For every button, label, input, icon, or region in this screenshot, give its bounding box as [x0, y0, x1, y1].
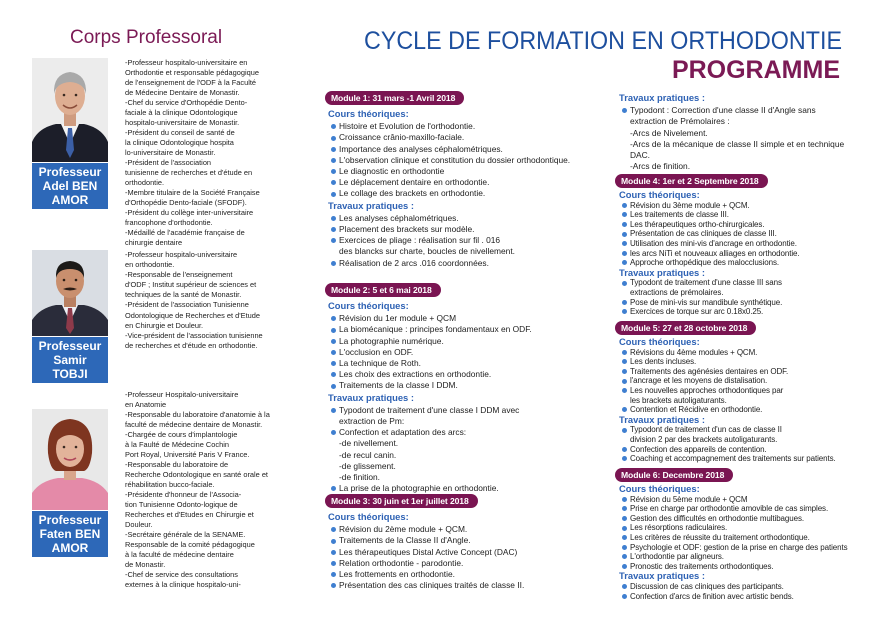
sub-item: [615, 128, 870, 139]
list-item: [615, 367, 870, 377]
list-item: [615, 495, 870, 505]
bullet-icon: [622, 222, 627, 227]
bullet-icon: [331, 372, 336, 377]
portrait-image: [32, 409, 108, 510]
bullet-icon: [622, 359, 627, 364]
list-item: [615, 307, 870, 317]
bullet-icon: [331, 216, 336, 221]
item-text: Les nouvelles approches orthodontiques par les brackets autoligaturants.: [630, 385, 784, 405]
bullet-icon: [622, 300, 627, 305]
list-item: [615, 348, 870, 358]
item-text: Les thérapeutiques Distal Active Concept (DAC): [339, 546, 518, 557]
bullet-icon: [622, 108, 627, 113]
bullet-icon: [331, 486, 336, 491]
bullet-icon: [622, 554, 627, 559]
bio-line: de recherches et d'étude en orthodontie.: [125, 340, 258, 350]
sub-item: [615, 161, 870, 172]
sub-item: [615, 139, 870, 161]
professor-name-line: AMOR: [51, 541, 89, 555]
page-title: CYCLE DE FORMATION EN ORTHODONTIE: [364, 27, 842, 55]
bullet-icon: [622, 241, 627, 246]
professor-name-line: Professeur: [38, 165, 102, 179]
list-item: [615, 582, 870, 592]
list-item: [325, 213, 605, 224]
bio-line: Port Royal, Université Paris V France.: [125, 450, 250, 459]
bio-line: -Professeur hospitalo-universitaire: [125, 250, 238, 259]
bio-line: -Chargée de cours d'implantologie: [125, 430, 238, 439]
list-item: [615, 386, 870, 405]
item-text: Révision du 5ème module + QCM: [630, 494, 748, 504]
item-text: Contention et Récidive en orthodontie.: [630, 405, 763, 415]
professor-name-line: Professeur: [38, 339, 102, 353]
bio-line: à la Faulté de Médecine Cochin: [125, 440, 229, 449]
bio-line: -Président de l'association: [125, 158, 212, 167]
list-item: [615, 249, 870, 259]
list-item: [325, 177, 605, 188]
professor-name-line: Samir: [53, 353, 87, 367]
professor-name-badge: [32, 163, 108, 209]
practical-heading: Travaux pratiques :: [619, 92, 705, 103]
bullet-icon: [331, 430, 336, 435]
item-text: Typodont : Correction d'une classe II d'Angle sans extraction de Prémolaires :: [630, 105, 816, 127]
bullet-icon: [622, 428, 627, 433]
bullet-icon: [622, 350, 627, 355]
list-item: [325, 224, 605, 235]
item-text: Coaching et accompagnement des traitements sur patients.: [630, 454, 836, 464]
bullet-icon: [331, 328, 336, 333]
theory-heading: Cours théoriques:: [619, 483, 700, 494]
item-text: Les critères de réussite du traitement orthodontique.: [630, 532, 810, 542]
item-text: Typodont de traitement d'une classe III sans extractions de prémolaires.: [630, 278, 782, 297]
list-item: [325, 427, 605, 438]
item-text: Les analyses céphalométriques.: [339, 212, 459, 223]
item-text: La prise de la photographie en orthodontie.: [339, 483, 499, 494]
practical-heading: Travaux pratiques :: [328, 391, 414, 403]
bullet-icon: [622, 232, 627, 237]
module-label-row: [615, 174, 870, 190]
bio-line: Recherche Odontologique en santé orale et: [125, 470, 268, 479]
bullet-icon: [622, 388, 627, 393]
professor-photo: [32, 250, 108, 336]
professor-bio: [125, 250, 295, 351]
item-text: Les frottements en orthodontie.: [339, 569, 455, 580]
theory-heading: Cours théoriques:: [328, 300, 409, 311]
bullet-icon: [622, 545, 627, 550]
professor-bio: [125, 390, 295, 590]
faculty-heading: Corps Professoral: [70, 27, 223, 48]
module-label-row: [325, 91, 605, 108]
professor-name-line: AMOR: [51, 193, 89, 207]
item-text: Les choix des extractions en orthodontie.: [339, 369, 492, 380]
list-item: [325, 369, 605, 380]
bullet-icon: [331, 583, 336, 588]
professor-photo: [32, 58, 108, 162]
list-item: [615, 229, 870, 239]
list-item: [615, 552, 870, 562]
bio-line: techniques de la santé de Monastir.: [125, 290, 242, 300]
item-text: Les traitements de classe III.: [630, 210, 729, 220]
sub-item: [325, 461, 605, 472]
professor-name-line: Adel BEN: [42, 179, 98, 193]
list-item: [325, 405, 605, 427]
bullet-icon: [622, 497, 627, 502]
item-text: Confection d'arcs de finition avec artistic bends.: [630, 591, 794, 601]
module-date-badge: Module 3: 30 juin et 1er juillet 2018: [325, 494, 478, 508]
list-item: [325, 336, 605, 347]
item-text: Le collage des brackets en orthodontie.: [339, 188, 486, 199]
list-item: [325, 258, 605, 269]
item-text: Typodont de traitement d'une classe I DDM avec extraction de Pm:: [339, 404, 520, 427]
item-text: Réalisation de 2 arcs .016 coordonnées.: [339, 257, 489, 268]
item-text: L'orthodontie par aligneurs.: [630, 552, 724, 562]
item-text: -Arcs de Nivelement.: [630, 127, 708, 138]
bio-line: faciale à la clinique Odontologique: [125, 108, 238, 117]
bullet-icon: [331, 550, 336, 555]
bio-line: de l'enseignement de l'ODF à la Faculté: [125, 78, 256, 87]
bullet-icon: [622, 535, 627, 540]
item-text: Relation orthodontie - parodontie.: [339, 557, 464, 568]
list-item: [325, 235, 605, 257]
bio-line: -Président du collège inter-universitaire: [125, 208, 254, 217]
item-text: Psychologie et ODF: gestion de la prise en charge des patients: [630, 542, 848, 552]
item-text: Le déplacement dentaire en orthodontie.: [339, 177, 490, 188]
module-date-badge: Module 5: 27 et 28 octobre 2018: [615, 321, 756, 335]
list-item: [325, 547, 605, 558]
list-item: [615, 105, 870, 127]
bio-line: Responsable de la comité pédagogique: [125, 540, 255, 549]
list-item: [615, 562, 870, 572]
bullet-icon: [622, 251, 627, 256]
list-item: [615, 592, 870, 602]
sub-item: [325, 438, 605, 449]
bio-line: lo-universitaire de Monastir.: [125, 148, 216, 157]
professor-name-line: Faten BEN: [39, 527, 101, 541]
item-text: -de recul canin.: [339, 449, 397, 460]
bullet-icon: [331, 227, 336, 232]
sub-item: [325, 472, 605, 483]
bullet-icon: [622, 526, 627, 531]
item-text: Révision du 2ème module + QCM.: [339, 524, 468, 535]
bullet-icon: [331, 238, 336, 243]
bullet-icon: [331, 361, 336, 366]
list-item: [325, 155, 605, 166]
professor-name-badge: [32, 511, 108, 557]
bullet-icon: [331, 561, 336, 566]
item-text: -Arcs de la mécanique de classe II simple et en technique DAC.: [630, 138, 845, 161]
list-item: [615, 201, 870, 211]
list-item: [325, 132, 605, 143]
bullet-icon: [622, 407, 627, 412]
practical-heading: Travaux pratiques :: [619, 570, 705, 582]
item-text: -Arcs de finition.: [630, 161, 691, 172]
list-item: [615, 376, 870, 386]
item-text: Les dents incluses.: [630, 357, 697, 367]
item-text: Exercices de pliage : réalisation sur fil . 016 des blancks sur charte, boucles de nivellement.: [339, 235, 515, 257]
item-text: Révisions du 4ème modules + QCM.: [630, 347, 758, 357]
item-text: Confection et adaptation des arcs:: [339, 427, 467, 438]
bullet-icon: [622, 584, 627, 589]
bullet-icon: [622, 594, 627, 599]
bio-line: -Membre titulaire de la Société Française: [125, 188, 260, 197]
list-item: [615, 445, 870, 455]
theory-heading: Cours théoriques:: [619, 189, 700, 200]
bullet-icon: [622, 564, 627, 569]
bio-line: en Chirurgie et Douleur.: [125, 320, 204, 330]
bullet-icon: [622, 516, 627, 521]
list-item: [615, 425, 870, 444]
item-text: Placement des brackets sur modèle.: [339, 224, 475, 235]
list-item: [325, 121, 605, 132]
bullet-icon: [622, 203, 627, 208]
bio-line: tion Tunisienne Odonto-logique de: [125, 500, 238, 509]
list-item: [325, 569, 605, 580]
bullet-icon: [331, 136, 336, 141]
bio-line: tunisienne de recherches et d'étude en: [125, 168, 253, 177]
item-text: Utilisation des mini-vis d'ancrage en orthodontie.: [630, 238, 797, 248]
bullet-icon: [331, 147, 336, 152]
item-text: Présentation de cas cliniques de classe III.: [630, 229, 777, 239]
bio-line: francophone d'orthodontie.: [125, 218, 213, 227]
bio-line: à la faculté de médecine dentaire: [125, 550, 234, 559]
list-item: [615, 533, 870, 543]
item-text: Révision du 3ème module + QCM.: [630, 200, 750, 210]
bullet-icon: [622, 260, 627, 265]
item-text: les arcs NiTi et nouveaux alliages en orthodontie.: [630, 248, 800, 258]
bio-line: -Vice-président de l'association tunisienne: [125, 330, 263, 340]
bullet-icon: [622, 309, 627, 314]
bio-line: Odontologique de Recherches et d'Etude: [125, 310, 260, 320]
bullet-icon: [622, 369, 627, 374]
list-item: [615, 523, 870, 533]
module-1-block: [325, 91, 605, 269]
list-item: [325, 358, 605, 369]
module-6-block: [615, 468, 870, 601]
list-item: [615, 454, 870, 464]
bullet-icon: [331, 192, 336, 197]
item-text: Confection des appareils de contention.: [630, 444, 767, 454]
bio-line: hospitalo-universitaire de Monastir.: [125, 118, 240, 127]
professor-name-line: TOBJI: [52, 367, 88, 381]
sub-item: [325, 450, 605, 461]
professor-bio: [125, 58, 295, 248]
module-date-badge: Module 2: 5 et 6 mai 2018: [325, 283, 441, 297]
list-item: [325, 580, 605, 591]
item-text: Révision du 1er module + QCM: [339, 313, 457, 324]
item-text: -de nivellement.: [339, 438, 399, 449]
bio-line: -Chef de service des consultations: [125, 570, 238, 579]
item-text: Traitements de la Classe II d'Angle.: [339, 535, 471, 546]
bullet-icon: [622, 379, 627, 384]
professor-photo: [32, 409, 108, 510]
bullet-icon: [331, 572, 336, 577]
list-item: [325, 313, 605, 324]
bullet-icon: [331, 539, 336, 544]
bio-line: la clinique Odontologique hospita: [125, 138, 234, 147]
item-text: Exercices de torque sur arc 0.18x0.25.: [630, 307, 764, 317]
bullet-icon: [622, 456, 627, 461]
list-item: [325, 524, 605, 535]
item-text: La biomécanique : principes fondamentaux en ODF.: [339, 324, 532, 335]
list-item: [325, 483, 605, 494]
bullet-icon: [331, 169, 336, 174]
bio-line: -Présidente d'honneur de l'Associa-: [125, 490, 242, 499]
bio-line: -Responsable du laboratoire d'anatomie à la: [125, 410, 270, 419]
theory-heading: Cours théoriques:: [619, 336, 700, 347]
item-text: Présentation des cas cliniques traités de classe II.: [339, 580, 525, 591]
list-item: [325, 144, 605, 155]
item-text: Gestion des difficultés en orthodontie multibagues.: [630, 513, 804, 523]
bio-line: -Professeur hospitalo-universitaire en: [125, 58, 248, 67]
bio-line: Recherches et d'Etudes en Chirurgie et: [125, 510, 254, 519]
bio-line: -Secrétaire générale de la SENAME.: [125, 530, 246, 539]
bio-line: -Président du conseil de santé de: [125, 128, 235, 137]
bio-line: d'Orthopédie Dento-faciale (SFODF).: [125, 198, 247, 207]
bullet-icon: [331, 527, 336, 532]
item-text: Croissance crânio-maxillo-faciale.: [339, 132, 465, 143]
bullet-icon: [331, 408, 336, 413]
list-item: [325, 558, 605, 569]
list-item: [615, 220, 870, 230]
item-text: Importance des analyses céphalométriques.: [339, 143, 503, 154]
item-text: L'occlusion en ODF.: [339, 346, 414, 357]
item-text: Prise en charge par orthodontie amovible de cas simples.: [630, 504, 829, 514]
bio-line: de Monastir.: [125, 560, 166, 569]
item-text: La technique de Roth.: [339, 358, 421, 369]
bullet-icon: [622, 447, 627, 452]
bio-line: -Professeur Hospitalo-universitaire: [125, 390, 239, 399]
module-date-badge: Module 6: Decembre 2018: [615, 468, 733, 482]
bio-line: -Médaillé de l'académie française de: [125, 228, 245, 237]
list-item: [615, 357, 870, 367]
practical-heading: Travaux pratiques :: [619, 413, 705, 425]
module-5-block: [615, 321, 870, 464]
item-text: Discussion de cas cliniques des participants.: [630, 581, 784, 591]
bullet-icon: [331, 261, 336, 266]
list-item: [615, 405, 870, 415]
bio-line: d'ODF ; Institut supérieur de sciences et: [125, 280, 257, 290]
bullet-icon: [331, 180, 336, 185]
list-item: [615, 258, 870, 268]
module-2-block: [325, 283, 605, 494]
professor-name-line: Professeur: [38, 513, 102, 527]
item-text: -de finition.: [339, 472, 380, 483]
practical-heading: Travaux pratiques :: [328, 199, 414, 211]
item-text: Histoire et Evolution de l'orthodontie.: [339, 121, 476, 132]
theory-heading: Cours théoriques:: [328, 108, 409, 119]
item-text: L'observation clinique et constitution du dossier orthodontique.: [339, 154, 571, 165]
bio-line: -Président de l'association Tunisienne: [125, 300, 249, 310]
item-text: Le diagnostic en orthodontie: [339, 166, 445, 177]
portrait-image: [32, 58, 108, 162]
module-3-practical-block: [615, 92, 870, 172]
item-text: Typodont de traitement d'un cas de classe II division 2 par des brackets autoligaturants.: [630, 425, 782, 444]
bio-line: -Responsable de l'enseignement: [125, 270, 233, 280]
bio-line: chirurgie dentaire: [125, 238, 183, 247]
bullet-icon: [331, 124, 336, 129]
bio-line: -Responsable du laboratoire de: [125, 460, 229, 469]
bio-line: Douleur.: [125, 520, 153, 529]
bio-line: externes à la clinique hospitalo-uni-: [125, 580, 241, 589]
module-label-row: [325, 494, 605, 511]
portrait-image: [32, 250, 108, 336]
module-4-block: [615, 174, 870, 317]
bio-line: Orthodontie et responsable pédagogique: [125, 68, 259, 77]
bullet-icon: [331, 158, 336, 163]
list-item: [325, 380, 605, 391]
bio-line: réhabilitation bucco-faciale.: [125, 480, 215, 489]
list-item: [615, 504, 870, 514]
module-label-row: [325, 283, 605, 300]
item-text: Les thérapeutiques ortho-chirurgicales.: [630, 219, 765, 229]
bio-line: de Médecine Dentaire de Monastir.: [125, 88, 240, 97]
bullet-icon: [622, 212, 627, 217]
list-item: [615, 239, 870, 249]
module-label-row: [615, 321, 870, 337]
list-item: [325, 188, 605, 199]
bullet-icon: [331, 384, 336, 389]
practical-heading: Travaux pratiques :: [619, 266, 705, 278]
theory-heading: Cours théoriques:: [328, 511, 409, 522]
bullet-icon: [331, 339, 336, 344]
list-item: [615, 514, 870, 524]
professor-name-badge: [32, 337, 108, 383]
bio-line: orthodontie.: [125, 178, 165, 187]
item-text: l'ancrage et les moyens de distalisation.: [630, 376, 768, 386]
module-label-row: [615, 468, 870, 484]
item-text: Traitements de la classe I DDM.: [339, 380, 458, 391]
list-item: [325, 535, 605, 546]
bio-line: -Chef du service d'Orthopédie Dento-: [125, 98, 248, 107]
list-item: [615, 298, 870, 308]
bio-line: en Anatomie: [125, 400, 167, 409]
bio-line: en orthodontie.: [125, 260, 175, 270]
list-item: [325, 166, 605, 177]
bullet-icon: [622, 506, 627, 511]
list-item: [615, 543, 870, 553]
list-item: [325, 347, 605, 358]
item-text: Les résorptions radiculaires.: [630, 523, 728, 533]
item-text: -de glissement.: [339, 460, 396, 471]
bio-line: faculté de médecine dentaire de Monastir.: [125, 420, 263, 429]
item-text: Pronostic des traitements orthodontiques.: [630, 561, 774, 571]
bullet-icon: [331, 316, 336, 321]
item-text: Traitements des agénésies dentaires en ODF.: [630, 366, 789, 376]
module-date-badge: Module 4: 1er et 2 Septembre 2018: [615, 174, 768, 188]
list-item: [325, 324, 605, 335]
module-date-badge: Module 1: 31 mars -1 Avril 2018: [325, 91, 464, 105]
item-text: La photographie numérique.: [339, 335, 444, 346]
bullet-icon: [331, 350, 336, 355]
list-item: [615, 210, 870, 220]
item-text: Approche orthopédique des malocclusions.: [630, 258, 779, 268]
item-text: Pose de mini-vis sur mandibule synthétique.: [630, 297, 783, 307]
module-3-block: [325, 494, 605, 591]
list-item: [615, 278, 870, 297]
page-subtitle: PROGRAMME: [671, 56, 840, 84]
bullet-icon: [622, 281, 627, 286]
